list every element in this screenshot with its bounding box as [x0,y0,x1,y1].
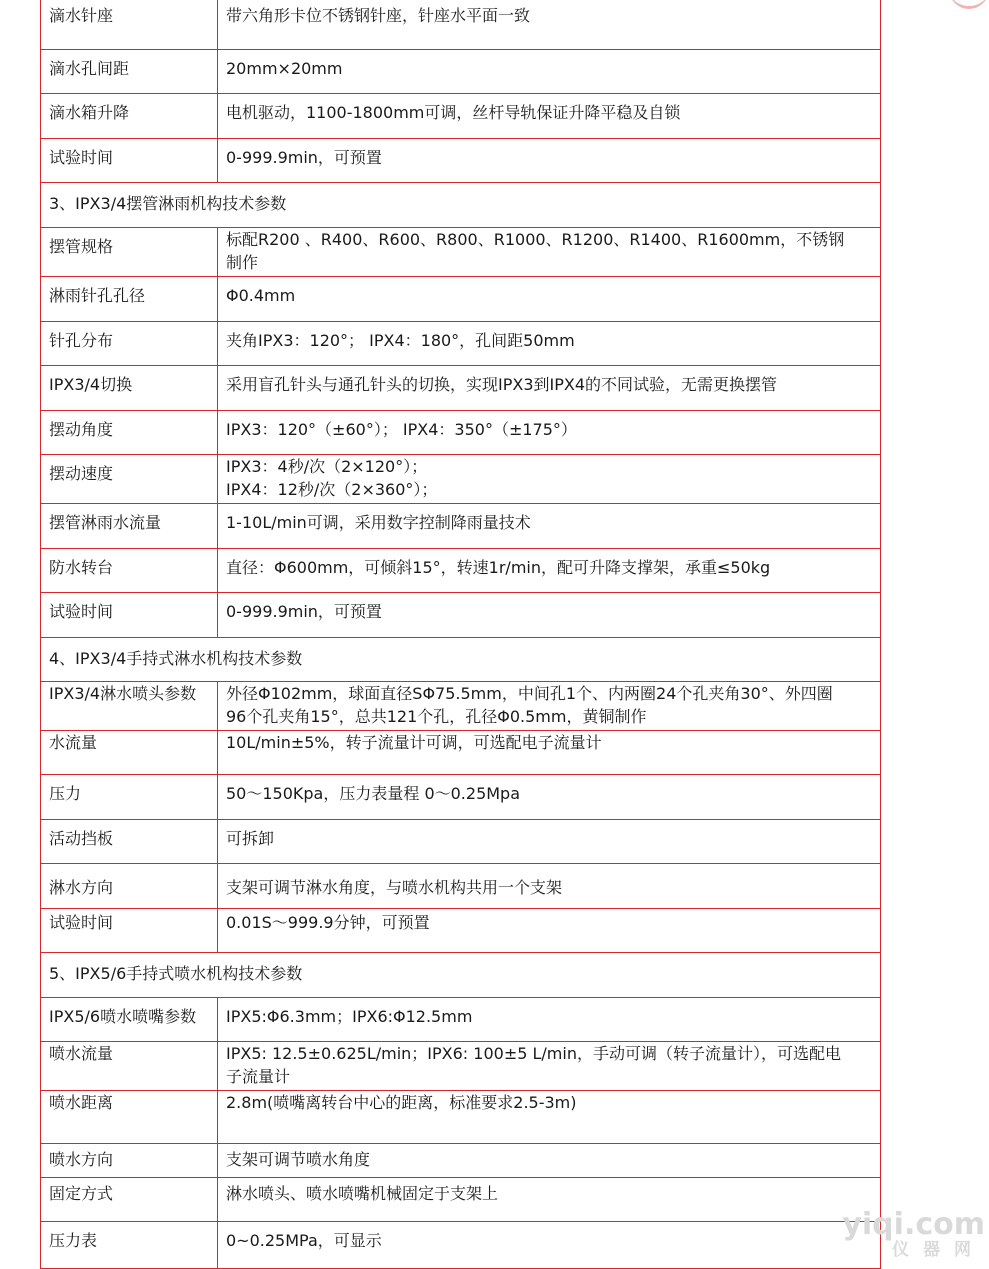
param-value [218,504,881,549]
table-row [41,1178,881,1222]
param-value-line: 带六角形卡位不锈钢针座，针座水平面一致 [226,6,531,25]
param-value [218,593,881,638]
param-label: 针孔分布 [41,322,218,366]
param-label: 试验时间 [41,139,218,183]
param-value-line: IPX3：120°（±60°）； IPX4：350°（±175°） [226,420,577,439]
param-label: 淋水方向 [41,864,218,909]
param-value-line: Φ0.4mm [226,286,296,305]
table-row [41,998,881,1042]
param-value-line: 电机驱动，1100-1800mm可调，丝杆导轨保证升降平稳及自锁 [226,103,681,122]
param-label: 活动挡板 [41,820,218,864]
spec-table [40,0,881,1269]
param-label: 摆动角度 [41,411,218,455]
param-value-line: 夹角IPX3：120°； IPX4：180°，孔间距50mm [226,331,575,350]
param-label: 摆管规格 [41,228,218,277]
table-row [41,0,881,50]
param-value-line: 20mm×20mm [226,59,343,78]
param-value-line: 标配R200 、R400、R600、R800、R1000、R1200、R1400、R1600mm，不锈钢 [226,230,845,249]
param-value-line: 0-999.9min，可预置 [226,602,382,621]
param-value [218,366,881,411]
table-row [41,864,881,909]
param-label: 淋雨针孔孔径 [41,277,218,322]
param-value-line: 子流量计 [226,1067,291,1086]
spec-table-body [41,0,881,1269]
param-label: 压力表 [41,1222,218,1269]
param-value [218,820,881,864]
param-value-line: IPX5:Φ6.3mm；IPX6:Φ12.5mm [226,1007,473,1026]
param-value [218,1091,881,1144]
param-value [218,1222,881,1269]
param-value [218,455,881,504]
table-row [41,366,881,411]
table-row [41,593,881,638]
param-label: 压力 [41,775,218,820]
table-row [41,455,881,504]
param-value-line: 采用盲孔针头与通孔针头的切换，实现IPX3到IPX4的不同试验，无需更换摆管 [226,375,778,394]
param-label: 滴水箱升降 [41,94,218,139]
param-value [218,1144,881,1178]
param-value [218,277,881,322]
param-value [218,731,881,775]
table-row [41,94,881,139]
section-row [41,953,881,998]
param-value-line: 1-10L/min可调，采用数字控制降雨量技术 [226,513,531,532]
param-value [218,228,881,277]
param-value [218,549,881,593]
param-label: 试验时间 [41,593,218,638]
param-value-line: IPX3：4秒/次（2×120°）； [226,457,428,476]
param-label: IPX5/6喷水喷嘴参数 [41,998,218,1042]
param-value-line: 淋水喷头、喷水喷嘴机械固定于支架上 [226,1184,499,1203]
corner-decoration [949,0,989,9]
table-row [41,322,881,366]
param-label: 水流量 [41,731,218,775]
section-heading: 4、IPX3/4手持式淋水机构技术参数 [41,638,881,682]
table-row [41,820,881,864]
param-value [218,0,881,50]
section-heading: 3、IPX3/4摆管淋雨机构技术参数 [41,183,881,228]
param-value-line: 50～150Kpa，压力表量程 0～0.25Mpa [226,784,521,803]
section-row [41,183,881,228]
table-row [41,50,881,94]
param-value-line: IPX4：12秒/次（2×360°）； [226,480,438,499]
param-label: 滴水针座 [41,0,218,50]
table-row [41,682,881,731]
param-label: 喷水距离 [41,1091,218,1144]
table-row [41,1144,881,1178]
param-label: 试验时间 [41,909,218,953]
param-label: 固定方式 [41,1178,218,1222]
table-row [41,1091,881,1144]
param-value-line: 0~0.25MPa，可显示 [226,1231,382,1250]
watermark-logo [842,1207,985,1260]
param-value-line: 96个孔夹角15°，总共121个孔，孔径Φ0.5mm，黄铜制作 [226,707,647,726]
param-value-line: 0-999.9min，可预置 [226,148,382,167]
table-row [41,731,881,775]
param-value [218,909,881,953]
param-value [218,682,881,731]
param-value [218,322,881,366]
param-value-line: 0.01S～999.9分钟，可预置 [226,913,430,932]
param-label: 喷水流量 [41,1042,218,1091]
table-row [41,1042,881,1091]
param-value [218,139,881,183]
section-row [41,638,881,682]
param-label: 防水转台 [41,549,218,593]
param-label: 摆管淋雨水流量 [41,504,218,549]
param-value [218,1042,881,1091]
param-label: 摆动速度 [41,455,218,504]
param-value-line: 10L/min±5%，转子流量计可调，可选配电子流量计 [226,733,602,752]
param-value-line: 外径Φ102mm，球面直径SΦ75.5mm，中间孔1个、内两圈24个孔夹角30°、外四圈 [226,684,833,703]
param-label: 喷水方向 [41,1144,218,1178]
param-value [218,94,881,139]
param-label: 滴水孔间距 [41,50,218,94]
param-label: IPX3/4切换 [41,366,218,411]
param-value [218,775,881,820]
watermark-sub: 仪器网 [892,1240,985,1260]
param-value-line: 可拆卸 [226,829,275,848]
table-row [41,504,881,549]
table-row [41,139,881,183]
table-row [41,775,881,820]
param-value-line: 直径：Φ600mm，可倾斜15°，转速1r/min，配可升降支撑架，承重≤50kg [226,558,771,577]
table-row [41,909,881,953]
param-value-line: 制作 [226,253,259,272]
param-value [218,411,881,455]
table-row [41,549,881,593]
section-heading: 5、IPX5/6手持式喷水机构技术参数 [41,953,881,998]
param-value-line: 2.8m(喷嘴离转台中心的距离，标准要求2.5-3m) [226,1093,577,1112]
watermark-main: yiqi.com [842,1207,985,1242]
table-row [41,411,881,455]
param-value-line: 支架可调节淋水角度，与喷水机构共用一个支架 [226,878,563,897]
table-row [41,1222,881,1269]
table-row [41,277,881,322]
param-value [218,998,881,1042]
param-label: IPX3/4淋水喷头参数 [41,682,218,731]
param-value-line: IPX5: 12.5±0.625L/min；IPX6: 100±5 L/min，手动可调（转子流量计），可选配电 [226,1044,841,1063]
param-value [218,50,881,94]
param-value [218,1178,881,1222]
param-value [218,864,881,909]
table-row [41,228,881,277]
param-value-line: 支架可调节喷水角度 [226,1150,371,1169]
